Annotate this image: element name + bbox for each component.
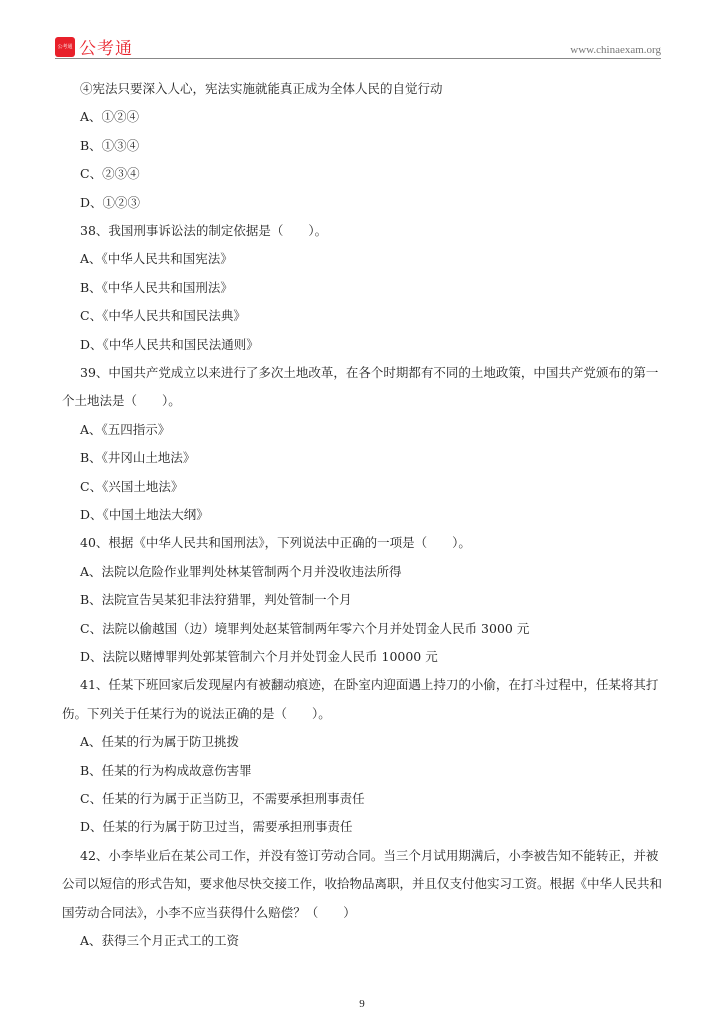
- answer-option: B、法院宣告吴某犯非法狩猎罪，判处管制一个月: [80, 592, 352, 608]
- answer-option: D、①②③: [80, 194, 141, 210]
- answer-option: B、任某的行为构成故意伤害罪: [80, 762, 252, 778]
- answer-option: A、①②④: [80, 109, 140, 125]
- site-url: www.chinaexam.org: [570, 44, 661, 56]
- page-number: 9: [359, 998, 365, 1010]
- question-stem: 38、我国刑事诉讼法的制定依据是（ ）。: [80, 223, 328, 238]
- answer-option: D、法院以赌博罪判处郭某管制六个月并处罚金人民币 10000 元: [80, 649, 438, 664]
- logo-icon: 公考通: [55, 37, 75, 57]
- text-line: 国劳动合同法》，小李不应当获得什么赔偿？（ ）: [62, 904, 356, 920]
- answer-option: C、②③④: [80, 166, 140, 182]
- logo: [55, 34, 133, 59]
- text-line: 公司以短信的形式告知，要求他尽快交接工作，收拾物品离职，并且仅支付他实习工资。根据《中华人民共和: [62, 876, 663, 892]
- answer-option: D、《中国土地法大纲》: [80, 507, 209, 522]
- answer-option: A、法院以危险作业罪判处林某管制两个月并没收违法所得: [80, 563, 402, 579]
- answer-option: B、《中华人民共和国刑法》: [80, 279, 233, 295]
- answer-option: D、任某的行为属于防卫过当，需要承担刑事责任: [80, 819, 353, 835]
- question-stem: 42、小李毕业后在某公司工作，并没有签订劳动合同。当三个月试用期满后，小李被告知不能转正，并被: [80, 847, 659, 863]
- answer-option: B、①③④: [80, 137, 140, 153]
- answer-option: C、《兴国土地法》: [80, 478, 184, 494]
- logo-text: 公考通: [79, 39, 133, 59]
- text-line: ④宪法只要深入人心，宪法实施就能真正成为全体人民的自觉行动: [80, 81, 443, 96]
- answer-option: C、法院以偷越国（边）境罪判处赵某管制两年零六个月并处罚金人民币 3000 元: [80, 620, 530, 636]
- answer-option: D、《中华人民共和国民法通则》: [80, 336, 259, 352]
- answer-option: A、获得三个月正式工的工资: [80, 933, 240, 948]
- question-stem: 40、根据《中华人民共和国刑法》，下列说法中正确的一项是（ ）。: [80, 535, 471, 551]
- text-line: 伤。下列关于任某行为的说法正确的是（ ）。: [62, 705, 331, 721]
- text-line: 个土地法是（ ）。: [62, 393, 181, 409]
- answer-option: A、《中华人民共和国宪法》: [80, 251, 233, 267]
- answer-option: A、《五四指示》: [80, 421, 171, 437]
- answer-option: C、任某的行为属于正当防卫，不需要承担刑事责任: [80, 791, 365, 806]
- answer-option: B、《井冈山土地法》: [80, 450, 196, 466]
- question-stem: 39、中国共产党成立以来进行了多次土地改革，在各个时期都有不同的土地政策，中国共产党颁布的第一: [80, 365, 659, 380]
- question-stem: 41、任某下班回家后发现屋内有被翻动痕迹，在卧室内迎面遇上持刀的小偷，在打斗过程中，任某将其打: [80, 677, 659, 693]
- answer-option: A、任某的行为属于防卫挑拨: [80, 734, 240, 750]
- answer-option: C、《中华人民共和国民法典》: [80, 308, 246, 324]
- header-divider: [55, 58, 661, 59]
